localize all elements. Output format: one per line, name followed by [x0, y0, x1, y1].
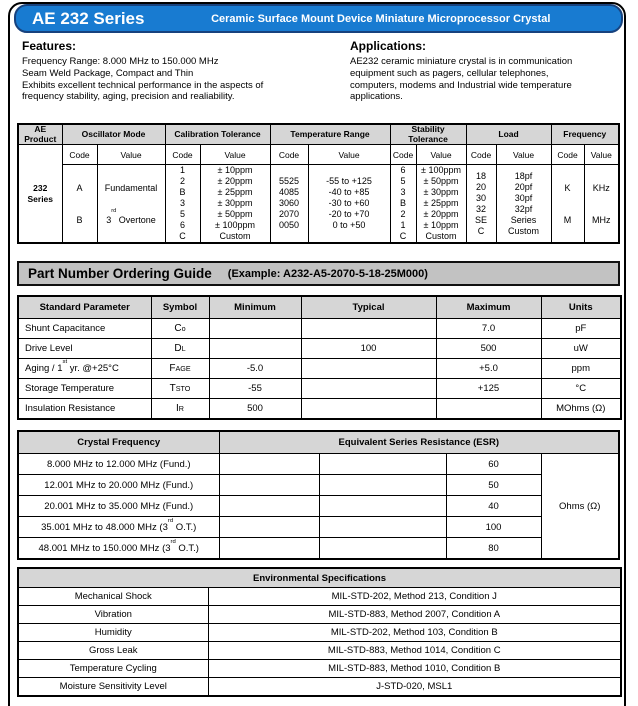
min-cell: [209, 339, 301, 359]
table-row: [18, 660, 621, 678]
esr-value-cell: 60: [446, 454, 541, 475]
max-cell: +125: [436, 379, 541, 399]
col-header-frequency: Frequency: [551, 124, 619, 145]
esr-units-cell: Ohms (Ω): [541, 454, 619, 560]
applications-section: [350, 39, 622, 103]
product-series-cell: 232 Series: [18, 145, 62, 244]
standard-parameter-table: [17, 295, 622, 420]
max-cell: 500: [436, 339, 541, 359]
env-value-cell: MIL-STD-883, Method 1010, Condition B: [208, 660, 621, 678]
table-row: [18, 319, 621, 339]
esr-value-cell: 80: [446, 538, 541, 560]
ordering-guide-title: Part Number Ordering Guide: [28, 266, 212, 281]
col-symbol: Symbol: [151, 296, 209, 319]
empty-cell: [319, 475, 446, 496]
stability-tolerance-values: ± 100ppm ± 50ppm ± 30ppm ± 25ppm ± 20ppm ± 10ppm Custom: [416, 165, 466, 244]
col-header-calibration-tolerance: Calibration Tolerance: [165, 124, 270, 145]
frequency-values: KHz MHz: [584, 165, 619, 244]
table-row: [18, 359, 621, 379]
col-units: Units: [541, 296, 621, 319]
table-row: [18, 642, 621, 660]
typ-cell: [301, 319, 436, 339]
applications-heading: Applications:: [350, 39, 427, 53]
col-header-ae-product: AE Product: [18, 124, 62, 145]
ordering-guide-example: (Example: A232-A5-2070-5-18-25M000): [227, 267, 428, 280]
env-label-cell: Moisture Sensitivity Level: [18, 678, 208, 697]
typ-cell: [301, 379, 436, 399]
col-esr: Equivalent Series Resistance (ESR): [219, 431, 619, 454]
symbol-cell: IR: [151, 399, 209, 420]
units-cell: MOhms (Ω): [541, 399, 621, 420]
oscillator-mode-values: Fundamental 3rd Overtone: [97, 165, 165, 244]
esr-value-cell: 100: [446, 517, 541, 538]
empty-cell: [219, 517, 319, 538]
code-label: Code: [551, 145, 584, 165]
param-cell: Aging / 1st yr. @+25°C: [18, 359, 151, 379]
env-label-cell: Gross Leak: [18, 642, 208, 660]
code-label: Code: [165, 145, 200, 165]
env-label-cell: Humidity: [18, 624, 208, 642]
units-cell: ppm: [541, 359, 621, 379]
value-label: Value: [416, 145, 466, 165]
code-label: Code: [270, 145, 308, 165]
col-standard-parameter: Standard Parameter: [18, 296, 151, 319]
table-row: [18, 379, 621, 399]
value-label: Value: [584, 145, 619, 165]
code-value-header-row: [18, 145, 619, 165]
code-label: Code: [466, 145, 496, 165]
table-row: [18, 588, 621, 606]
stability-tolerance-codes: 6 5 3 B 2 1 C: [390, 165, 416, 244]
typ-cell: [301, 399, 436, 420]
units-cell: uW: [541, 339, 621, 359]
empty-cell: [219, 475, 319, 496]
col-header-oscillator-mode: Oscillator Mode: [62, 124, 165, 145]
table-row: [18, 624, 621, 642]
features-text: Frequency Range: 8.000 MHz to 150.000 MHz Seam Weld Package, Compact and Thin Exhibits excellent technical performance in the aspects of frequency stability, aging, precision and realiability.: [22, 56, 264, 103]
table-row: [18, 538, 619, 560]
min-cell: [209, 319, 301, 339]
empty-cell: [219, 454, 319, 475]
load-values: 18pf 20pf 30pf 32pf Series Custom: [496, 165, 551, 244]
max-cell: 7.0: [436, 319, 541, 339]
freq-cell: 20.001 MHz to 35.000 MHz (Fund.): [18, 496, 219, 517]
table-row: [18, 399, 621, 420]
table-header-row: [18, 296, 621, 319]
table-header-row: [18, 568, 621, 588]
freq-cell: 12.001 MHz to 20.000 MHz (Fund.): [18, 475, 219, 496]
env-value-cell: J-STD-020, MSL1: [208, 678, 621, 697]
env-label-cell: Vibration: [18, 606, 208, 624]
min-cell: -5.0: [209, 359, 301, 379]
calibration-tolerance-codes: 1 2 B 3 5 6 C: [165, 165, 200, 244]
min-cell: -55: [209, 379, 301, 399]
ordering-body-row: [18, 165, 619, 244]
empty-cell: [219, 496, 319, 517]
col-maximum: Maximum: [436, 296, 541, 319]
ordering-guide-banner: [17, 261, 620, 286]
env-label-cell: Temperature Cycling: [18, 660, 208, 678]
symbol-cell: DL: [151, 339, 209, 359]
value-label: Value: [496, 145, 551, 165]
symbol-cell: TSTO: [151, 379, 209, 399]
features-section: [22, 39, 344, 103]
max-cell: +5.0: [436, 359, 541, 379]
ordering-code-table: [17, 123, 620, 244]
temperature-range-codes: 5525 4085 3060 2070 0050: [270, 165, 308, 244]
temperature-range-values: -55 to +125 -40 to +85 -30 to +60 -20 to +70 0 to +50: [308, 165, 390, 244]
symbol-cell: Co: [151, 319, 209, 339]
table-row: [18, 678, 621, 697]
table-row: [18, 606, 621, 624]
banner-subtitle: Ceramic Surface Mount Device Miniature Microprocessor Crystal: [211, 12, 551, 25]
code-label: Code: [390, 145, 416, 165]
esr-value-cell: 50: [446, 475, 541, 496]
empty-cell: [319, 517, 446, 538]
code-label: Code: [62, 145, 97, 165]
col-crystal-frequency: Crystal Frequency: [18, 431, 219, 454]
env-value-cell: MIL-STD-883, Method 1014, Condition C: [208, 642, 621, 660]
load-codes: 18 20 30 32 SE C: [466, 165, 496, 244]
env-value-cell: MIL-STD-883, Method 2007, Condition A: [208, 606, 621, 624]
param-cell: Drive Level: [18, 339, 151, 359]
col-header-load: Load: [466, 124, 551, 145]
calibration-tolerance-values: ± 10ppm ± 20ppm ± 25ppm ± 30ppm ± 50ppm ± 100ppm Custom: [200, 165, 270, 244]
environmental-table: [17, 567, 622, 697]
applications-text: AE232 ceramic miniature crystal is in communication equipment such as pagers, cellular telephones, computers, modems and Industrial wide temperature applications.: [350, 56, 573, 103]
env-value-cell: MIL-STD-202, Method 213, Condition J: [208, 588, 621, 606]
table-row: [18, 339, 621, 359]
typ-cell: [301, 359, 436, 379]
max-cell: [436, 399, 541, 420]
param-cell: Insulation Resistance: [18, 399, 151, 420]
features-heading: Features:: [22, 39, 77, 53]
col-header-temperature-range: Temperature Range: [270, 124, 390, 145]
environmental-title: Environmental Specifications: [18, 568, 621, 588]
ordering-header-row: [18, 124, 619, 145]
empty-cell: [319, 454, 446, 475]
freq-cell: 8.000 MHz to 12.000 MHz (Fund.): [18, 454, 219, 475]
page-title: AE 232 Series: [32, 8, 145, 28]
col-minimum: Minimum: [209, 296, 301, 319]
env-value-cell: MIL-STD-202, Method 103, Condition B: [208, 624, 621, 642]
value-label: Value: [200, 145, 270, 165]
col-typical: Typical: [301, 296, 436, 319]
freq-cell: 48.001 MHz to 150.000 MHz (3rd O.T.): [18, 538, 219, 560]
param-cell: Shunt Capacitance: [18, 319, 151, 339]
table-row: [18, 496, 619, 517]
esr-table: [17, 430, 620, 560]
value-label: Value: [97, 145, 165, 165]
frequency-codes: K M: [551, 165, 584, 244]
esr-value-cell: 40: [446, 496, 541, 517]
typ-cell: 100: [301, 339, 436, 359]
table-row: [18, 454, 619, 475]
units-cell: °C: [541, 379, 621, 399]
table-header-row: [18, 431, 619, 454]
freq-cell: 35.001 MHz to 48.000 MHz (3rd O.T.): [18, 517, 219, 538]
value-label: Value: [308, 145, 390, 165]
env-label-cell: Mechanical Shock: [18, 588, 208, 606]
empty-cell: [319, 496, 446, 517]
oscillator-mode-codes: A B: [62, 165, 97, 244]
col-header-stability-tolerance: Stability Tolerance: [390, 124, 466, 145]
empty-cell: [219, 538, 319, 560]
units-cell: pF: [541, 319, 621, 339]
param-cell: Storage Temperature: [18, 379, 151, 399]
min-cell: 500: [209, 399, 301, 420]
empty-cell: [319, 538, 446, 560]
symbol-cell: FAGE: [151, 359, 209, 379]
table-row: [18, 475, 619, 496]
header-banner: [14, 4, 623, 33]
table-row: [18, 517, 619, 538]
